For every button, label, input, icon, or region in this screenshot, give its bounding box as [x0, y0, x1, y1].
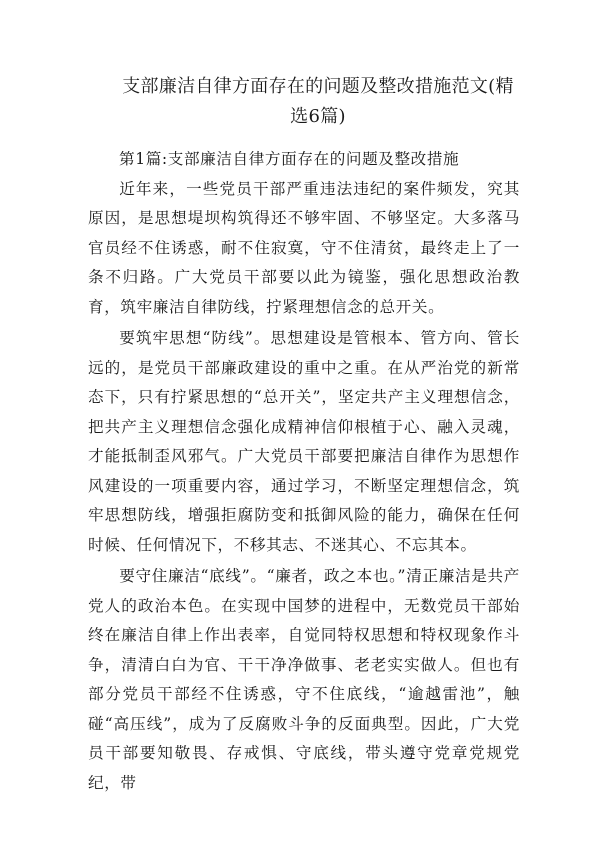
section-heading: 第1篇:支部廉洁自律方面存在的问题及整改措施 — [119, 150, 460, 168]
paragraph-integrity-bottom-line: 要守住廉洁“底线”。“廉者，政之本也。”清正廉洁是共产党人的政治本色。在实现中国梦的进程中，无数党员干部始终在廉洁自律上作出表率，自觉同特权思想和特权现象作斗争，清清白白为官、干干净净做事、老老实实做人。但也有部分党员干部经不住诱惑，守不住底线，“逾越雷池”，触碰“高压线”，成为了反腐败斗争的反面典型。因此，广大党员干部要知敬畏、存戒惧、守底线，带头遵守党章党规党纪，带 — [88, 567, 520, 792]
document-title: 支部廉洁自律方面存在的问题及整改措施范文(精选6篇) — [122, 76, 514, 127]
paragraph-intro: 近年来，一些党员干部严重违法违纪的案件频发，究其原因，是思想堤坝构筑得还不够牢固、不够坚定。大多落马官员经不住诱惑，耐不住寂寞，守不住清贫，最终走上了一条不归路。广大党员干部要以此为镜鉴，强化思想政治教育，筑牢廉洁自律防线，拧紧理想信念的总开关。 — [88, 179, 520, 316]
document-body — [88, 145, 520, 798]
paragraph-ideological-defense: 要筑牢思想“防线”。思想建设是管根本、管方向、管长远的，是党员干部廉政建设的重中之重。在从严治党的新常态下，只有拧紧思想的“总开关”，坚定共产主义理想信念，把共产主义理想信念强化成精神信仰根植于心、融入灵魂，才能抵制歪风邪气。广大党员干部要把廉洁自律作为思想作风建设的一项重要内容，通过学习，不断坚定理想信念，筑牢思想防线，增强拒腐防变和抵御风险的能力，确保在任何时候、任何情况下，不移其志、不迷其心、不忘其本。 — [88, 329, 520, 554]
